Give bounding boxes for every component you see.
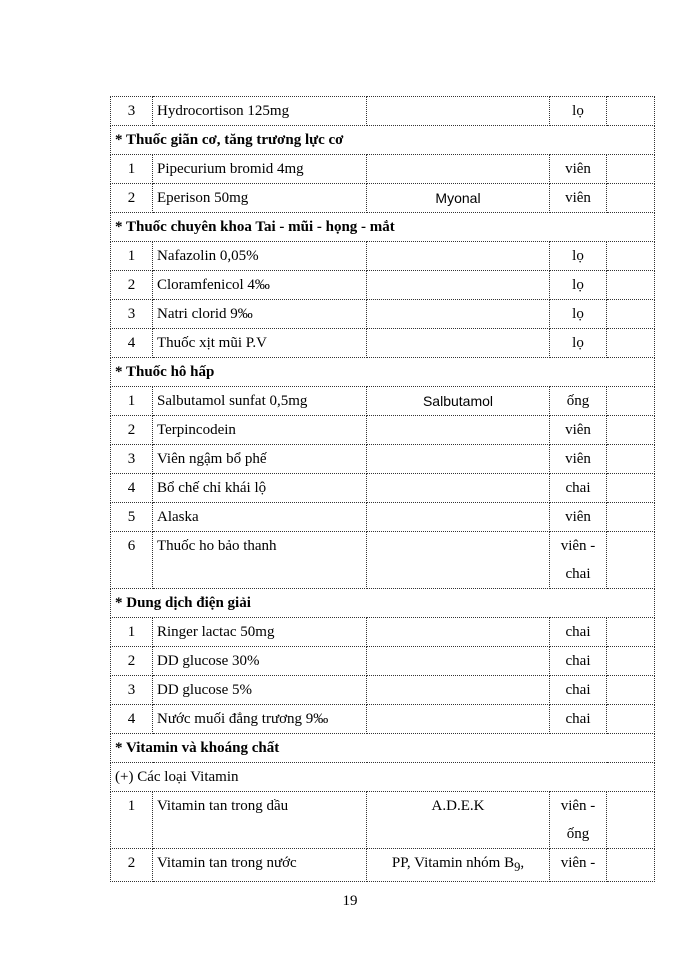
table-row [111, 503, 655, 532]
brand-name [367, 474, 550, 503]
brand-name [367, 329, 550, 358]
drug-name: Natri clorid 9‰ [153, 300, 367, 329]
table-row [111, 676, 655, 705]
empty-cell [607, 474, 655, 503]
unit [550, 532, 607, 589]
row-number: 6 [111, 532, 153, 589]
subsection-title: (+) Các loại Vitamin [111, 763, 655, 792]
brand-name [367, 647, 550, 676]
drug-name: DD glucose 30% [153, 647, 367, 676]
row-number: 4 [111, 474, 153, 503]
empty-cell [607, 792, 655, 849]
table-row [111, 618, 655, 647]
brand-name: Myonal [367, 184, 550, 213]
section-header-row [111, 734, 655, 763]
drug-table-body [111, 97, 655, 882]
brand-name [367, 242, 550, 271]
brand-name-suffix: , [520, 855, 525, 871]
brand-name [367, 618, 550, 647]
empty-cell [607, 242, 655, 271]
empty-cell [607, 647, 655, 676]
empty-cell [607, 503, 655, 532]
table-row [111, 271, 655, 300]
empty-cell [607, 329, 655, 358]
row-number: 1 [111, 387, 153, 416]
unit: chai [550, 618, 607, 647]
drug-name: Pipecurium bromid 4mg [153, 155, 367, 184]
table-row [111, 97, 655, 126]
section-title: * Vitamin và khoáng chất [111, 734, 655, 763]
row-number: 2 [111, 416, 153, 445]
brand-name [367, 445, 550, 474]
table-row [111, 155, 655, 184]
empty-cell [607, 416, 655, 445]
row-number: 4 [111, 329, 153, 358]
drug-name: DD glucose 5% [153, 676, 367, 705]
section-title: * Dung dịch điện giải [111, 589, 655, 618]
unit: lọ [550, 97, 607, 126]
brand-name [367, 849, 550, 882]
drug-name: Thuốc ho bảo thanh [153, 532, 367, 589]
row-number: 3 [111, 300, 153, 329]
section-header-row [111, 589, 655, 618]
unit-line-2: ống [566, 826, 590, 842]
drug-name: Terpincodein [153, 416, 367, 445]
row-number: 3 [111, 445, 153, 474]
unit: lọ [550, 300, 607, 329]
empty-cell [607, 445, 655, 474]
empty-cell [607, 271, 655, 300]
brand-name [367, 676, 550, 705]
table-row [111, 647, 655, 676]
table-row [111, 387, 655, 416]
row-number: 1 [111, 792, 153, 849]
table-row [111, 416, 655, 445]
unit: viên [550, 184, 607, 213]
brand-name [367, 503, 550, 532]
drug-name: Cloramfenicol 4‰ [153, 271, 367, 300]
unit [550, 792, 607, 849]
drug-name: Vitamin tan trong nước [153, 849, 367, 882]
row-number: 4 [111, 705, 153, 734]
drug-name: Alaska [153, 503, 367, 532]
table-row [111, 300, 655, 329]
unit: lọ [550, 242, 607, 271]
empty-cell [607, 184, 655, 213]
brand-name [367, 416, 550, 445]
subsection-header-row [111, 763, 655, 792]
table-row [111, 445, 655, 474]
row-number: 3 [111, 676, 153, 705]
section-header-row [111, 358, 655, 387]
section-header-row [111, 126, 655, 155]
unit: chai [550, 705, 607, 734]
unit-line-2: chai [565, 566, 591, 582]
row-number: 3 [111, 97, 153, 126]
section-title: * Thuốc giãn cơ, tăng trương lực cơ [111, 126, 655, 155]
drug-name: Nước muối đẳng trương 9‰ [153, 705, 367, 734]
table-row [111, 849, 655, 882]
table-row [111, 242, 655, 271]
unit: viên [550, 155, 607, 184]
brand-name-text: PP, Vitamin nhóm B [391, 855, 515, 871]
section-title: * Thuốc hô hấp [111, 358, 655, 387]
brand-name: Salbutamol [367, 387, 550, 416]
empty-cell [607, 676, 655, 705]
row-number: 2 [111, 849, 153, 882]
table-row [111, 705, 655, 734]
unit: lọ [550, 271, 607, 300]
empty-cell [607, 387, 655, 416]
empty-cell [607, 849, 655, 882]
brand-name [367, 300, 550, 329]
unit: viên [550, 416, 607, 445]
unit: viên - [550, 849, 607, 882]
unit: viên [550, 445, 607, 474]
row-number: 2 [111, 271, 153, 300]
row-number: 1 [111, 618, 153, 647]
brand-name [367, 705, 550, 734]
empty-cell [607, 705, 655, 734]
row-number: 1 [111, 155, 153, 184]
brand-name [367, 97, 550, 126]
drug-name: Vitamin tan trong dầu [153, 792, 367, 849]
table-row [111, 329, 655, 358]
drug-name: Salbutamol sunfat 0,5mg [153, 387, 367, 416]
brand-name [367, 271, 550, 300]
unit: lọ [550, 329, 607, 358]
unit: chai [550, 474, 607, 503]
brand-name [367, 532, 550, 589]
page-number: 19 [342, 893, 358, 909]
row-number: 2 [111, 647, 153, 676]
row-number: 1 [111, 242, 153, 271]
drug-name: Thuốc xịt mũi P.V [153, 329, 367, 358]
empty-cell [607, 532, 655, 589]
drug-table [110, 96, 655, 882]
row-number: 5 [111, 503, 153, 532]
empty-cell [607, 155, 655, 184]
drug-name: Hydrocortison 125mg [153, 97, 367, 126]
unit: chai [550, 647, 607, 676]
table-row [111, 792, 655, 849]
brand-name: A.D.E.K [367, 792, 550, 849]
table-row [111, 184, 655, 213]
unit-line-1: viên - [560, 798, 596, 814]
unit-line-1: viên - [560, 538, 596, 554]
brand-name [367, 155, 550, 184]
unit: chai [550, 676, 607, 705]
empty-cell [607, 97, 655, 126]
row-number: 2 [111, 184, 153, 213]
section-header-row [111, 213, 655, 242]
drug-name: Nafazolin 0,05% [153, 242, 367, 271]
brand-name-subscript: 9 [514, 860, 521, 874]
section-title: * Thuốc chuyên khoa Tai - mũi - họng - mắt [111, 213, 655, 242]
empty-cell [607, 618, 655, 647]
empty-cell [607, 300, 655, 329]
drug-name: Viên ngậm bổ phế [153, 445, 367, 474]
drug-name: Ringer lactac 50mg [153, 618, 367, 647]
unit: viên [550, 503, 607, 532]
table-row [111, 474, 655, 503]
table-row [111, 532, 655, 589]
drug-name: Eperison 50mg [153, 184, 367, 213]
drug-name: Bổ chế chỉ khái lộ [153, 474, 367, 503]
unit: ống [550, 387, 607, 416]
